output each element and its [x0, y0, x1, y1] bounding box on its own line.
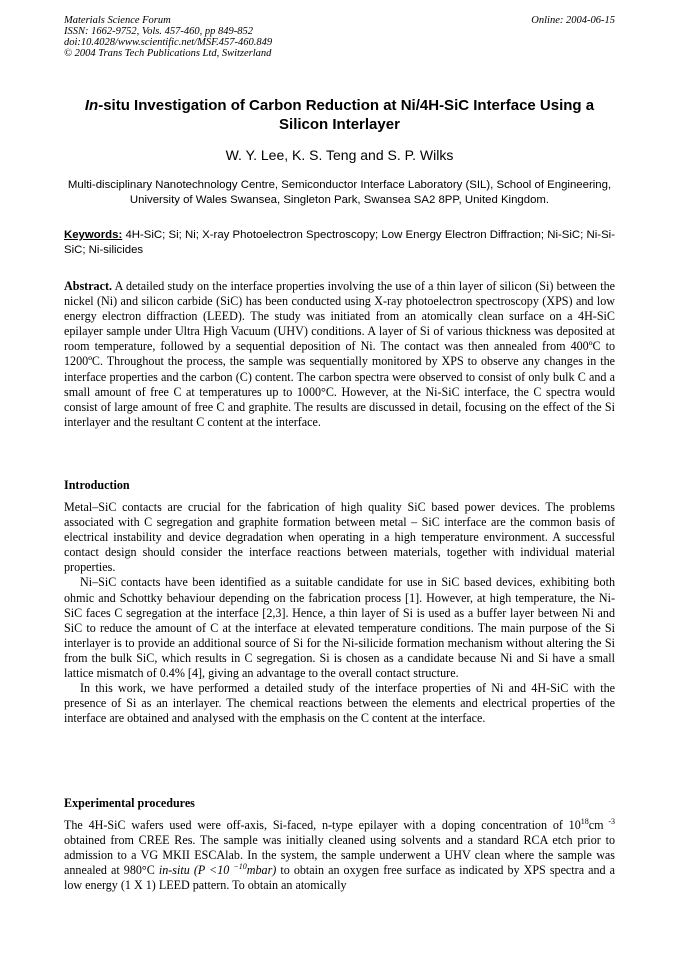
introduction-heading: Introduction	[64, 478, 130, 492]
exp-superscript: −10	[233, 862, 247, 872]
issn-line: ISSN: 1662-9752, Vols. 457-460, pp 849-852	[64, 26, 253, 37]
exp-text: The 4H-SiC wafers used were off-axis, Si-faced, n-type epilayer with a doping concentration of 10	[64, 818, 581, 832]
title-italic-prefix: In	[84, 97, 99, 114]
affiliation: Multi-disciplinary Nanotechnology Centre, Semiconductor Interface Laboratory (SIL), School of Engineering, University of Wales Swansea, Singleton Park, Swansea SA2 8PP, United Kingdom.	[67, 179, 612, 206]
exp-italic-text: in-situ (P <10	[158, 863, 234, 878]
abstract	[64, 279, 615, 430]
experimental-body	[64, 818, 615, 893]
title-rest: -situ Investigation of Carbon Reduction at Ni/4H-SiC Interface Using a Silicon Interlayer	[98, 97, 595, 133]
doi-line[interactable]: doi:10.4028/www.scientific.net/MSF.457-460.849	[64, 37, 273, 48]
copyright-line: © 2004 Trans Tech Publications Ltd, Switzerland	[64, 48, 272, 59]
intro-paragraph: Ni–SiC contacts have been identified as a suitable candidate for use in SiC based devices, exhibiting both ohmic and Schottky behaviour depending on the fabrication process [1]. However, at high temperature, the Ni-SiC faces C segregation at the interface [2,3]. Hence, a thin layer of Si is used as a buffer layer between Ni and SiC to reduce the amount of C at the interface at elevated temperature conditions. The main purpose of the Si interlayer is to provide an additional source of Si for the Ni-silicide formation mechanism without altering the Si from the bulk SiC, which results in C segregation. Si is chosen as a candidate because Ni and Si have a small lattice mismatch of 0.4% [4], giving an advantage to the overall contact structure.	[64, 575, 615, 681]
keywords-text: 4H-SiC; Si; Ni; X-ray Photoelectron Spectroscopy; Low Energy Electron Diffraction; Ni-SiC; Ni-Si-SiC; Ni-silicides	[64, 229, 615, 256]
exp-text: to obtain an oxygen free surface as indicated by XPS spectra and a low energy (1 X 1) LEED pattern. To obtain an atomically	[64, 863, 615, 893]
abstract-text: A detailed study on the interface properties involving the use of a thin layer of silicon (Si) between the nickel (Ni) and silicon carbide (SiC) has been conducted using X-ray photoelectron spectroscopy (XPS) and low energy electron diffraction (LEED). The study was initiated from an atomically clean surface on a 4H-SiC epilayer sample under Ultra High Vacuum (UHV) conditions. A layer of Si of various thickness was deposited at room temperature, followed by a sequential deposition of Ni. The contact was then annealed from 400ºC to 1200ºC. Throughout the process, the sample was sequentially monitored by XPS to observe any changes in the interface properties and the carbon (C) content. The carbon spectra were observed to consist of only bulk C and a small amount of free C at temperatures up to 1000°C. However, at the Ni-SiC interface, the C spectra would consist of large amount of free C and graphite. The results are discussed in detail, focusing on the effect of the Si interlayer and the resultant C content at the interface.	[64, 279, 615, 429]
exp-text: obtained from CREE Res. The sample was initially cleaned using solvents and a standard RCA etch prior to admission to a VG MKII ESCAlab. In the system, the sample underwent a UHV clean where the sample was annealed at 980°C	[64, 833, 615, 878]
authors: W. Y. Lee, K. S. Teng and S. P. Wilks	[225, 147, 454, 163]
keywords	[64, 228, 615, 258]
exp-superscript: 18	[580, 817, 589, 826]
exp-text: cm	[588, 818, 604, 832]
journal-header	[64, 15, 615, 59]
keywords-label: Keywords:	[64, 229, 123, 241]
experimental-heading: Experimental procedures	[64, 796, 195, 810]
paper-title	[64, 96, 615, 134]
introduction-body	[64, 500, 615, 726]
experimental-paragraph	[64, 818, 615, 893]
abstract-label: Abstract.	[64, 279, 113, 293]
exp-italic-text: mbar)	[246, 863, 277, 878]
intro-paragraph: Metal–SiC contacts are crucial for the fabrication of high quality SiC based power devices. The problems associated with C segregation and graphite formation between metal – SiC interface are the common basis of electrical instability and device degradation when operating in a high temperature environment. A successful contact design should consider the interface reactions between materials, together with individual material properties.	[64, 500, 615, 575]
online-date: Online: 2004-06-15	[531, 15, 615, 26]
intro-paragraph: In this work, we have performed a detailed study of the interface properties of Ni and 4H-SiC with the presence of Si as an interlayer. The chemical reactions between the elements and electrical properties of the interface are obtained and analysed with the emphasis on the C content at the interface.	[64, 681, 615, 726]
journal-name: Materials Science Forum	[64, 15, 171, 26]
exp-superscript: -3	[603, 817, 615, 826]
